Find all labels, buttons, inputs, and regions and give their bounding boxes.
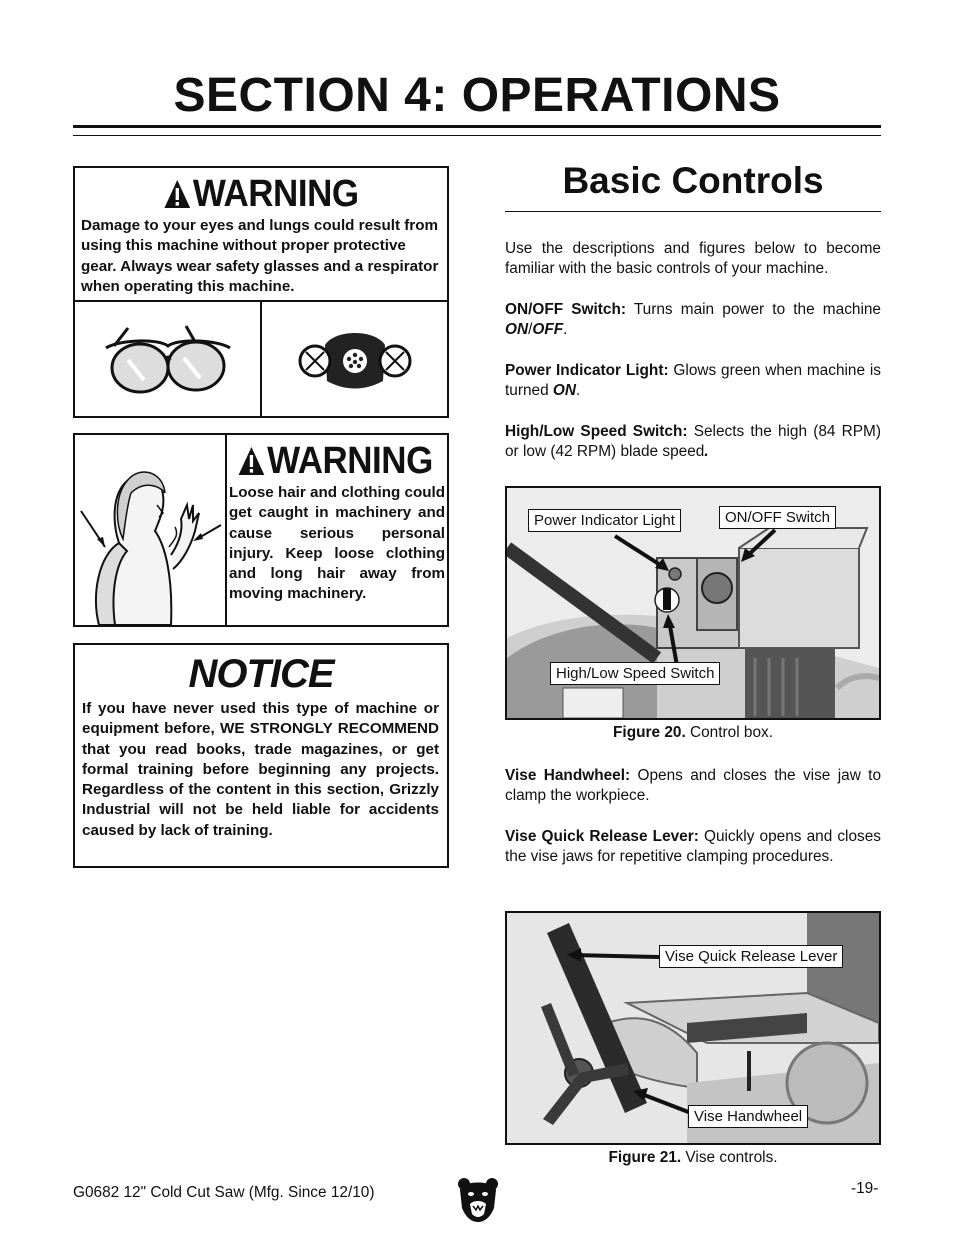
vise-handwheel-label: Vise Handwheel: [505,767,631,784]
intro-paragraph: Use the descriptions and figures below to become familiar with the basic controls of your machine. [505,240,881,278]
warning-triangle-icon [238,446,266,476]
onoff-label: ON/OFF Switch: [505,301,626,318]
basic-controls-rule [505,211,881,212]
callout-onoff-switch: ON/OFF Switch [719,506,836,529]
vise-handwheel-paragraph [505,766,881,807]
figure-20-caption-text: Control box. [685,724,773,741]
warning-heading [90,172,432,216]
header-rule-thin [73,135,881,136]
onoff-off: OFF [532,321,564,339]
ppe-panel [75,300,447,418]
power-text: Glows green when machine is turned [505,362,881,400]
vise-handwheel-text: Opens and closes the vise jaw to clamp the workpiece. [505,767,882,805]
warning-heading-label: WARNING [267,439,433,482]
figure-21-caption-label: Figure 21. [608,1149,682,1166]
vise-lever-paragraph [505,827,881,868]
speed-label: High/Low Speed Switch: [505,423,688,440]
warning-heading [238,439,437,483]
speed-text: Selects the high (84 RPM) or low (42 RPM) blade speed [505,423,881,461]
callout-high-low-speed-switch: High/Low Speed Switch [550,662,720,685]
warning-box-hair-clothing [73,433,449,627]
speed-paragraph [505,422,881,463]
power-on: ON [552,382,577,400]
speed-end: . [704,443,709,461]
callout-power-indicator-light: Power Indicator Light [528,509,681,532]
onoff-paragraph [505,300,881,341]
figure-21-caption-text: Vise controls. [681,1149,778,1166]
warning-heading-label: WARNING [192,172,359,215]
onoff-end: . [563,321,568,339]
figure-20-caption-label: Figure 20. [613,724,686,741]
power-label: Power Indicator Light: [505,362,669,379]
notice-box [73,643,449,868]
onoff-sep: / [528,321,533,339]
onoff-text: Turns main power to the machine [626,301,881,318]
grizzly-bear-logo-icon [456,1176,500,1222]
figure-20-caption [505,724,881,742]
safety-glasses-icon [98,320,238,400]
respirator-cell [262,302,447,418]
warning-box-eyes-lungs [73,166,449,418]
person-long-hair-icon [75,435,225,625]
notice-heading: NOTICE [188,652,334,696]
basic-controls-heading: Basic Controls [562,160,824,201]
vise-lever-text: Quickly opens and closes the vise jaws for repetitive clamping procedures. [505,828,881,866]
warning-text: Loose hair and clothing could get caught in machinery and cause serious personal injury. Keep loose clothing and long hair away from moving machinery. [229,484,446,603]
notice-text: If you have never used this type of machine or equipment before, WE STRONGLY RECOMMEND that you read books, trade magazines, or get formal training before beginning any projects. Regardless of the content in this section, Grizzly Industrial will not be held liable for accidents caused by lack of training. [82,700,439,839]
warning-triangle-icon [163,179,191,209]
safety-glasses-cell [75,302,262,418]
figure-20-control-box [505,486,881,720]
warning-text: Damage to your eyes and lungs could result from using this machine without proper protective gear. Always wear safety glasses and a respirator when operating this machine. [81,217,439,295]
respirator-icon [295,325,415,395]
header-rule [73,125,881,128]
long-hair-illustration [75,435,227,625]
page-number: -19- [851,1180,879,1197]
figure-21-caption [505,1149,881,1167]
section-title: SECTION 4: OPERATIONS [173,69,781,122]
figure-21-vise [505,911,881,1145]
footer-model: G0682 12" Cold Cut Saw (Mfg. Since 12/10) [73,1184,375,1201]
callout-vise-quick-release-lever: Vise Quick Release Lever [659,945,843,968]
power-paragraph [505,361,881,402]
callout-vise-handwheel: Vise Handwheel [688,1105,808,1128]
power-end: . [576,382,581,400]
onoff-on: ON [505,321,529,339]
vise-lever-label: Vise Quick Release Lever: [505,828,699,845]
